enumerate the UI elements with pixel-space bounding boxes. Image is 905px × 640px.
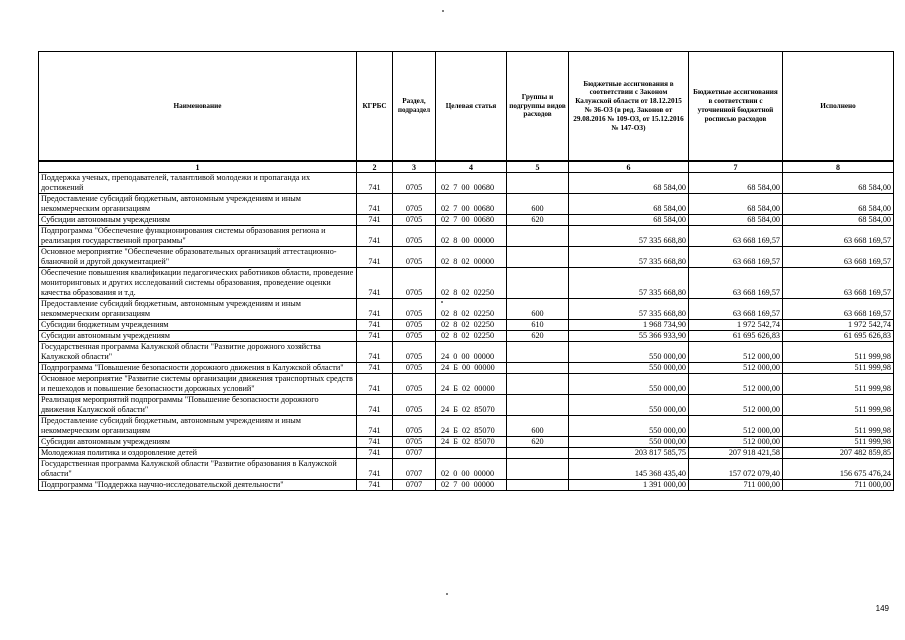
row-executed: 511 999,98	[783, 363, 894, 374]
row-group	[507, 268, 569, 299]
row-group: 620	[507, 215, 569, 226]
row-budget-refined: 711 000,00	[689, 480, 783, 491]
row-kgrbs: 741	[357, 173, 393, 194]
row-kgrbs: 741	[357, 268, 393, 299]
row-article: 02 7 00 00680	[436, 173, 507, 194]
row-executed: 63 668 169,57	[783, 247, 894, 268]
col-number: 7	[689, 161, 783, 173]
table-row	[39, 215, 894, 226]
row-name: Реализация мероприятий подпрограммы "Повышение безопасности дорожного движения Калужской области"	[39, 395, 357, 416]
row-budget-refined: 512 000,00	[689, 416, 783, 437]
row-article: 02 7 00 00680	[436, 215, 507, 226]
row-executed: 68 584,00	[783, 194, 894, 215]
row-executed: 63 668 169,57	[783, 226, 894, 247]
row-article: 24 Б 02 00000	[436, 374, 507, 395]
row-kgrbs: 741	[357, 226, 393, 247]
row-article: 02 8 02 02250	[436, 331, 507, 342]
col-number: 8	[783, 161, 894, 173]
row-section: 0705	[393, 247, 436, 268]
row-section: 0705	[393, 416, 436, 437]
row-article: 02 8 00 00000	[436, 226, 507, 247]
table-row	[39, 416, 894, 437]
table-row	[39, 395, 894, 416]
row-section: 0705	[393, 173, 436, 194]
table-row	[39, 173, 894, 194]
row-budget-refined: 63 668 169,57	[689, 226, 783, 247]
col-header-kgrbs: КГРБС	[357, 52, 393, 162]
scan-speck	[442, 10, 444, 12]
row-article: 02 8 02 00000	[436, 247, 507, 268]
row-group	[507, 342, 569, 363]
col-number: 5	[507, 161, 569, 173]
row-section: 0705	[393, 194, 436, 215]
row-name: Обеспечение повышения квалификации педагогических работников области, проведение мониторинговых и других исследований системы образования, проведение оценки качества образования и т.д.	[39, 268, 357, 299]
row-article: 24 Б 02 85070	[436, 437, 507, 448]
row-executed: 68 584,00	[783, 173, 894, 194]
scan-speck	[441, 301, 443, 303]
table-row	[39, 331, 894, 342]
row-group	[507, 480, 569, 491]
row-budget-refined: 63 668 169,57	[689, 268, 783, 299]
row-name: Предоставление субсидий бюджетным, автономным учреждениям и иным некоммерческим организациям	[39, 299, 357, 320]
table-row	[39, 226, 894, 247]
row-budget-refined: 512 000,00	[689, 374, 783, 395]
scan-speck	[446, 593, 448, 595]
row-section: 0707	[393, 480, 436, 491]
table-row	[39, 194, 894, 215]
row-budget-refined: 512 000,00	[689, 342, 783, 363]
row-group: 610	[507, 320, 569, 331]
row-name: Основное мероприятие "Развитие системы организации движения транспортных средств и пешеходов и повышение безопасности дорожных условий"	[39, 374, 357, 395]
row-kgrbs: 741	[357, 247, 393, 268]
col-header-name: Наименование	[39, 52, 357, 162]
row-section: 0705	[393, 215, 436, 226]
col-number: 6	[569, 161, 689, 173]
row-section: 0705	[393, 268, 436, 299]
row-executed: 511 999,98	[783, 416, 894, 437]
row-name: Подпрограмма "Поддержка научно-исследовательской деятельности"	[39, 480, 357, 491]
row-executed: 156 675 476,24	[783, 459, 894, 480]
table-row	[39, 247, 894, 268]
row-group	[507, 395, 569, 416]
row-name: Субсидии автономным учреждениям	[39, 437, 357, 448]
col-header-executed: Исполнено	[783, 52, 894, 162]
row-section: 0705	[393, 342, 436, 363]
row-kgrbs: 741	[357, 215, 393, 226]
row-executed: 711 000,00	[783, 480, 894, 491]
col-header-budget-refined: Бюджетные ассигнования в соответствии с уточненной бюджетной росписью расходов	[689, 52, 783, 162]
row-budget-law: 57 335 668,80	[569, 247, 689, 268]
row-section: 0705	[393, 363, 436, 374]
row-article: 02 8 02 02250	[436, 268, 507, 299]
row-group	[507, 173, 569, 194]
row-budget-law: 1 968 734,90	[569, 320, 689, 331]
row-group: 600	[507, 194, 569, 215]
row-budget-refined: 512 000,00	[689, 437, 783, 448]
row-kgrbs: 741	[357, 395, 393, 416]
row-group	[507, 448, 569, 459]
row-budget-refined: 157 072 079,40	[689, 459, 783, 480]
row-name: Подпрограмма "Обеспечение функционирования системы образования региона и реализация государственной программы"	[39, 226, 357, 247]
row-budget-law: 550 000,00	[569, 363, 689, 374]
row-budget-law: 1 391 000,00	[569, 480, 689, 491]
row-group	[507, 363, 569, 374]
col-number: 1	[39, 161, 357, 173]
row-group	[507, 226, 569, 247]
row-article: 02 7 00 00000	[436, 480, 507, 491]
row-name: Субсидии автономным учреждениям	[39, 331, 357, 342]
row-executed: 511 999,98	[783, 342, 894, 363]
table-row	[39, 459, 894, 480]
col-number: 4	[436, 161, 507, 173]
page-number: 149	[875, 604, 889, 613]
row-section: 0707	[393, 448, 436, 459]
row-budget-law: 68 584,00	[569, 173, 689, 194]
row-budget-law: 68 584,00	[569, 215, 689, 226]
header-row	[39, 52, 894, 162]
row-section: 0705	[393, 437, 436, 448]
row-executed: 68 584,00	[783, 215, 894, 226]
row-kgrbs: 741	[357, 437, 393, 448]
row-name: Субсидии автономным учреждениям	[39, 215, 357, 226]
table-row	[39, 268, 894, 299]
col-header-article: Целевая статья	[436, 52, 507, 162]
row-kgrbs: 741	[357, 416, 393, 437]
row-kgrbs: 741	[357, 331, 393, 342]
col-header-section: Раздел, подраздел	[393, 52, 436, 162]
row-name: Основное мероприятие "Обеспечение образовательных организаций аттестационно-бланочной и другой документацией"	[39, 247, 357, 268]
row-budget-law: 203 817 585,75	[569, 448, 689, 459]
row-article: 02 0 00 00000	[436, 459, 507, 480]
column-number-row	[39, 161, 894, 173]
row-name: Государственная программа Калужской области "Развитие дорожного хозяйства Калужской области"	[39, 342, 357, 363]
row-article	[436, 448, 507, 459]
table-row	[39, 320, 894, 331]
row-section: 0707	[393, 459, 436, 480]
row-budget-refined: 1 972 542,74	[689, 320, 783, 331]
row-section: 0705	[393, 395, 436, 416]
table-row	[39, 480, 894, 491]
row-group: 620	[507, 331, 569, 342]
row-name: Предоставление субсидий бюджетным, автономным учреждениям и иным некоммерческим организациям	[39, 194, 357, 215]
row-name: Поддержка ученых, преподавателей, талантливой молодежи и пропаганда их достижений	[39, 173, 357, 194]
row-budget-law: 57 335 668,80	[569, 268, 689, 299]
row-kgrbs: 741	[357, 480, 393, 491]
col-header-group: Группы и подгруппы видов расходов	[507, 52, 569, 162]
row-executed: 61 695 626,83	[783, 331, 894, 342]
row-group: 620	[507, 437, 569, 448]
row-article: 02 8 02 02250	[436, 320, 507, 331]
row-budget-refined: 512 000,00	[689, 363, 783, 374]
row-article: 24 0 00 00000	[436, 342, 507, 363]
row-budget-refined: 68 584,00	[689, 194, 783, 215]
row-section: 0705	[393, 226, 436, 247]
row-executed: 63 668 169,57	[783, 299, 894, 320]
row-section: 0705	[393, 320, 436, 331]
table-row	[39, 448, 894, 459]
row-budget-law: 57 335 668,80	[569, 226, 689, 247]
row-budget-law: 145 368 435,40	[569, 459, 689, 480]
row-section: 0705	[393, 374, 436, 395]
row-executed: 1 972 542,74	[783, 320, 894, 331]
row-article: 24 Б 02 85070	[436, 395, 507, 416]
col-number: 3	[393, 161, 436, 173]
table-row	[39, 374, 894, 395]
table-row	[39, 342, 894, 363]
row-kgrbs: 741	[357, 448, 393, 459]
row-group	[507, 459, 569, 480]
row-kgrbs: 741	[357, 299, 393, 320]
row-budget-law: 550 000,00	[569, 395, 689, 416]
row-budget-refined: 63 668 169,57	[689, 299, 783, 320]
table-row	[39, 299, 894, 320]
row-name: Предоставление субсидий бюджетным, автономным учреждениям и иным некоммерческим организациям	[39, 416, 357, 437]
row-group: 600	[507, 299, 569, 320]
row-group	[507, 247, 569, 268]
row-budget-law: 55 366 933,90	[569, 331, 689, 342]
table-body	[39, 173, 894, 491]
row-budget-refined: 68 584,00	[689, 173, 783, 194]
row-kgrbs: 741	[357, 459, 393, 480]
row-budget-refined: 61 695 626,83	[689, 331, 783, 342]
row-name: Субсидии бюджетным учреждениям	[39, 320, 357, 331]
col-header-budget-law: Бюджетные ассигнования в соответствии с Законом Калужской области от 18.12.2015 № 36-ОЗ (в ред. Законов от 29.08.2016 № 109-ОЗ, от 15.12.2016 № 147-ОЗ)	[569, 52, 689, 162]
row-kgrbs: 741	[357, 363, 393, 374]
row-article: 02 7 00 00680	[436, 194, 507, 215]
row-budget-refined: 512 000,00	[689, 395, 783, 416]
table-row	[39, 437, 894, 448]
row-name: Государственная программа Калужской области "Развитие образования в Калужской области"	[39, 459, 357, 480]
row-article: 02 8 02 02250	[436, 299, 507, 320]
row-budget-law: 57 335 668,80	[569, 299, 689, 320]
row-kgrbs: 741	[357, 194, 393, 215]
row-budget-refined: 207 918 421,58	[689, 448, 783, 459]
row-budget-law: 550 000,00	[569, 416, 689, 437]
row-executed: 511 999,98	[783, 437, 894, 448]
row-budget-refined: 63 668 169,57	[689, 247, 783, 268]
row-budget-law: 550 000,00	[569, 437, 689, 448]
row-kgrbs: 741	[357, 320, 393, 331]
row-budget-law: 68 584,00	[569, 194, 689, 215]
row-executed: 511 999,98	[783, 395, 894, 416]
row-article: 24 Б 00 00000	[436, 363, 507, 374]
row-section: 0705	[393, 299, 436, 320]
row-budget-law: 550 000,00	[569, 342, 689, 363]
budget-table	[38, 51, 894, 491]
row-name: Подпрограмма "Повышение безопасности дорожного движения в Калужской области"	[39, 363, 357, 374]
row-executed: 63 668 169,57	[783, 268, 894, 299]
row-executed: 207 482 859,85	[783, 448, 894, 459]
row-kgrbs: 741	[357, 342, 393, 363]
row-kgrbs: 741	[357, 374, 393, 395]
table-row	[39, 363, 894, 374]
row-executed: 511 999,98	[783, 374, 894, 395]
col-number: 2	[357, 161, 393, 173]
row-name: Молодежная политика и оздоровление детей	[39, 448, 357, 459]
row-group	[507, 374, 569, 395]
row-article: 24 Б 02 85070	[436, 416, 507, 437]
row-budget-law: 550 000,00	[569, 374, 689, 395]
row-group: 600	[507, 416, 569, 437]
row-section: 0705	[393, 331, 436, 342]
row-budget-refined: 68 584,00	[689, 215, 783, 226]
